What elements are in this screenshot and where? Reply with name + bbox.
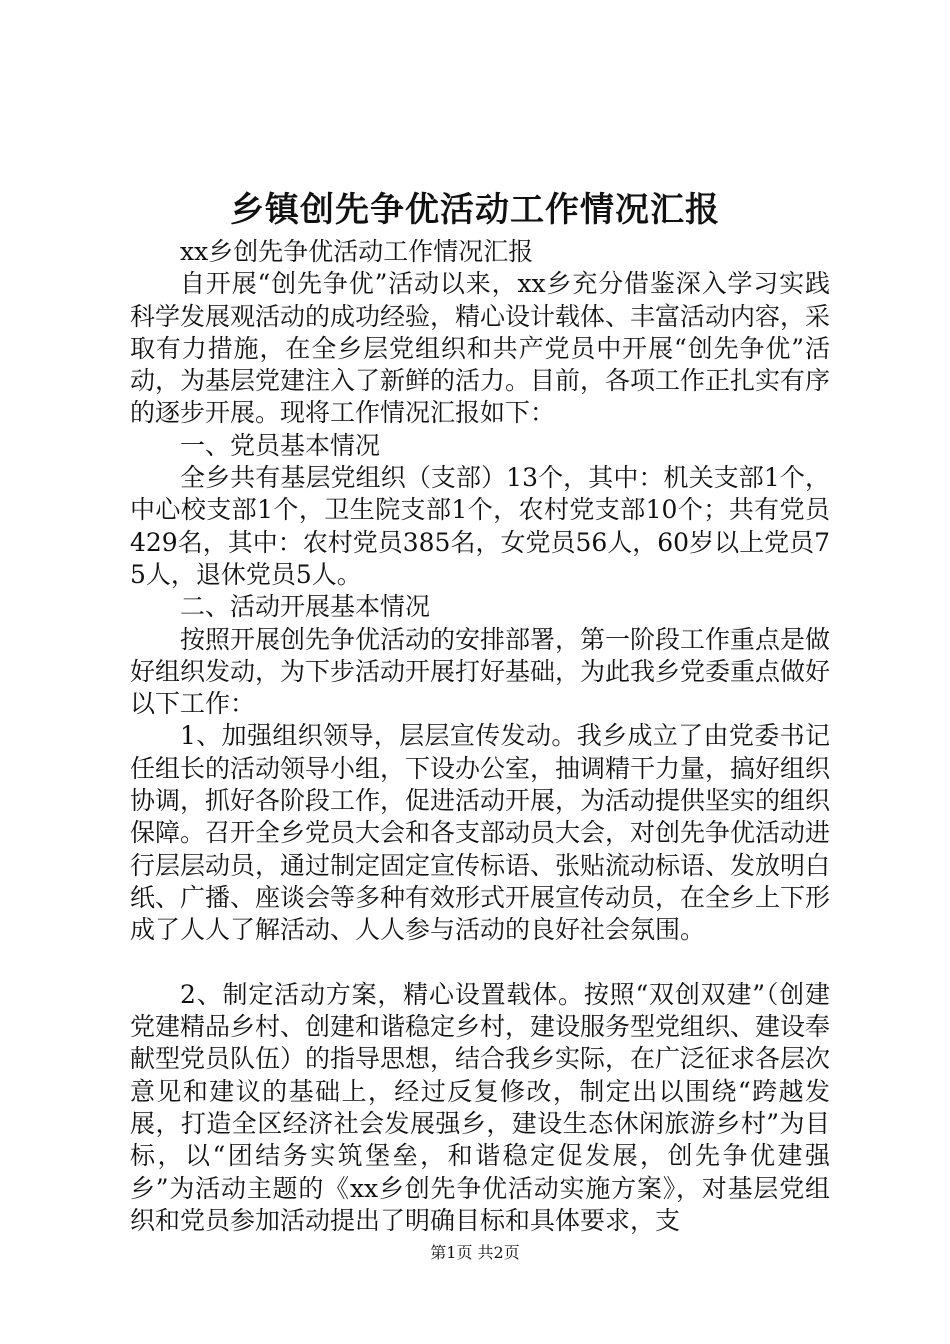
item-2-paragraph: 2、制定活动方案，精心设置载体。按照“双创双建”（创建党建精品乡村、创建和谐稳定乡村，建设服务型党组织、建设奉献型党员队伍）的指导思想，结合我乡实际，在广泛征求各层次意见和建议的基础上，经过反复修改，制定出以围绕“跨越发展，打造全区经济社会发展强乡，建设生态休闲旅游乡村”为目标，以“团结务实筑堡垒，和谐稳定促发展，创先争优建强乡”为活动主题的《xx乡创先争优活动实施方案》，对基层党组织和党员参加活动提出了明确目标和具体要求，支 [130, 979, 831, 1235]
members-paragraph: 全乡共有基层党组织（支部）13个，其中：机关支部1个，中心校支部1个，卫生院支部1个，农村党支部10个；共有党员429名，其中：农村党员385名，女党员56人，60岁以上党员75人，退休党员5人。 [130, 463, 830, 589]
page-number-footer: 第1页 共2页 [430, 1243, 520, 1262]
report-subtitle: xx乡创先争优活动工作情况汇报 [180, 237, 534, 266]
document-title: 乡镇创先争优活动工作情况汇报 [230, 190, 720, 230]
item-1-paragraph: 1、加强组织领导，层层宣传发动。我乡成立了由党委书记任组长的活动领导小组，下设办公室，抽调精干力量，搞好组织协调，抓好各阶段工作，促进活动开展，为活动提供坚实的组织保障。召开全乡党员大会和各支部动员大会，对创先争优活动进行层层动员，通过制定固定宣传标语、张贴流动标语、发放明白纸、广播、座谈会等多种有效形式开展宣传动员，在全乡上下形成了人人了解活动、人人参与活动的良好社会氛围。 [130, 721, 831, 945]
intro-paragraph: 自开展“创先争优”活动以来，xx乡充分借鉴深入学习实践科学发展观活动的成功经验，精心设计载体、丰富活动内容，采取有力措施，在全乡层党组织和共产党员中开展“创先争优”活动，为基层党建注入了新鲜的活力。目前，各项工作正扎实有序的逐步开展。现将工作情况汇报如下： [130, 269, 831, 428]
document-body [130, 236, 830, 1237]
section-heading-activities: 二、活动开展基本情况 [180, 592, 431, 622]
section-heading-members: 一、党员基本情况 [180, 430, 381, 460]
activities-paragraph: 按照开展创先争优活动的安排部署，第一阶段工作重点是做好组织发动，为下步活动开展打好基础，为此我乡党委重点做好以下工作： [130, 624, 831, 719]
